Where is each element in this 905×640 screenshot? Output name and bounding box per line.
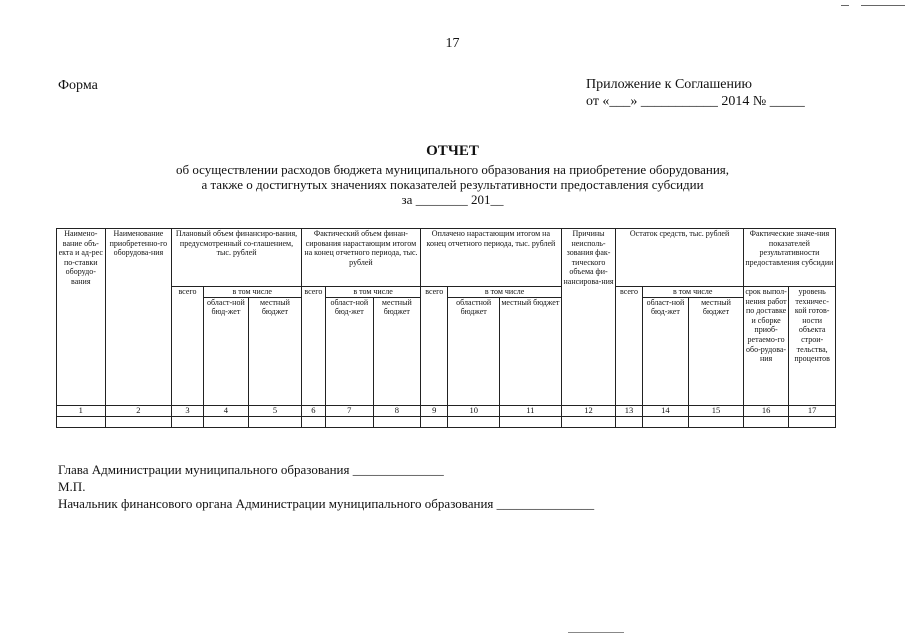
column-number: 17	[789, 405, 836, 416]
column-number: 9	[421, 405, 448, 416]
subtitle-line-2: а также о достигнутых значениях показателей результативности предоставления субсидии	[201, 177, 704, 192]
header-regional-budget: област-ной бюд-жет	[326, 297, 374, 405]
header-reasons: Причины неисполь-зования фак-тического объема фи-нансирова-ния	[561, 229, 616, 406]
signature-block	[58, 461, 594, 512]
header-planned-financing: Плановый объем финансиро-вания, предусмотренный со-глашением, тыс. рублей	[172, 229, 301, 287]
subtitle-line-3: за ________ 201__	[401, 192, 504, 207]
header-indicators: Фактические значе-ния показателей результативности предоставления субсидии	[743, 229, 835, 287]
header-regional-budget: област-ной бюд-жет	[203, 297, 249, 405]
header-local-budget: местный бюджет	[373, 297, 421, 405]
seal-place: М.П.	[58, 479, 86, 494]
header-equipment-name: Наименование приобретенно-го оборудова-ния	[105, 229, 172, 406]
column-number: 16	[743, 405, 789, 416]
signature-head: Глава Администрации муниципального образования ______________	[58, 462, 444, 477]
column-number: 14	[642, 405, 689, 416]
form-label: Форма	[58, 78, 98, 93]
report-table	[56, 228, 836, 428]
header-total: всего	[172, 287, 203, 406]
header-paid: Оплачено нарастающим итогом на конец отчетного периода, тыс. рублей	[421, 229, 562, 287]
header-local-budget: местный бюджет	[499, 297, 561, 405]
header-including: в том числе	[642, 287, 743, 298]
column-number: 1	[57, 405, 106, 416]
scan-mark	[861, 5, 905, 6]
header-total: всего	[616, 287, 642, 406]
scan-mark	[568, 632, 624, 633]
report-title: ОТЧЕТ	[426, 143, 479, 159]
column-number: 4	[203, 405, 249, 416]
column-number: 8	[373, 405, 421, 416]
column-number: 7	[326, 405, 374, 416]
appendix-title: Приложение к Соглашению	[586, 77, 752, 92]
header-total: всего	[301, 287, 325, 406]
header-readiness: уровень техничес-кой готов-ности объекта строи-тельства, процентов	[789, 287, 836, 406]
header-including: в том числе	[203, 287, 301, 298]
column-number: 11	[499, 405, 561, 416]
header-including: в том числе	[448, 287, 561, 298]
page-number: 17	[445, 36, 460, 51]
column-number: 3	[172, 405, 203, 416]
scan-mark	[841, 5, 849, 6]
column-number: 6	[301, 405, 325, 416]
column-number: 15	[689, 405, 744, 416]
header-total: всего	[421, 287, 448, 406]
column-number: 2	[105, 405, 172, 416]
header-including: в том числе	[326, 287, 421, 298]
appendix-date-number: от «___» ___________ 2014 № _____	[586, 94, 805, 109]
table-row	[57, 416, 836, 427]
header-local-budget: местный бюджет	[689, 297, 744, 405]
column-number: 13	[616, 405, 642, 416]
header-regional-budget: областной бюджет	[448, 297, 500, 405]
header-term: срок выпол-нения работ по доставке и сборке приоб-ретаемо-го обо-рудова-ния	[743, 287, 789, 406]
report-subtitle	[0, 162, 905, 207]
column-number: 5	[249, 405, 302, 416]
column-number: 12	[561, 405, 616, 416]
appendix-block	[586, 76, 805, 110]
header-actual-financing: Фактический объем финан-сирования нарастающим итогом на конец отчетного периода, тыс. рублей	[301, 229, 420, 287]
signature-finance: Начальник финансового органа Администрации муниципального образования _______________	[58, 496, 595, 511]
header-regional-budget: област-ной бюд-жет	[642, 297, 689, 405]
header-object-name: Наимено-вание объ-екта и ад-рес по-ставки оборудо-вания	[57, 229, 106, 406]
header-local-budget: местный бюджет	[249, 297, 302, 405]
header-remainder: Остаток средств, тыс. рублей	[616, 229, 743, 287]
column-number: 10	[448, 405, 500, 416]
subtitle-line-1: об осуществлении расходов бюджета муниципального образования на приобретение оборудования,	[175, 162, 730, 177]
